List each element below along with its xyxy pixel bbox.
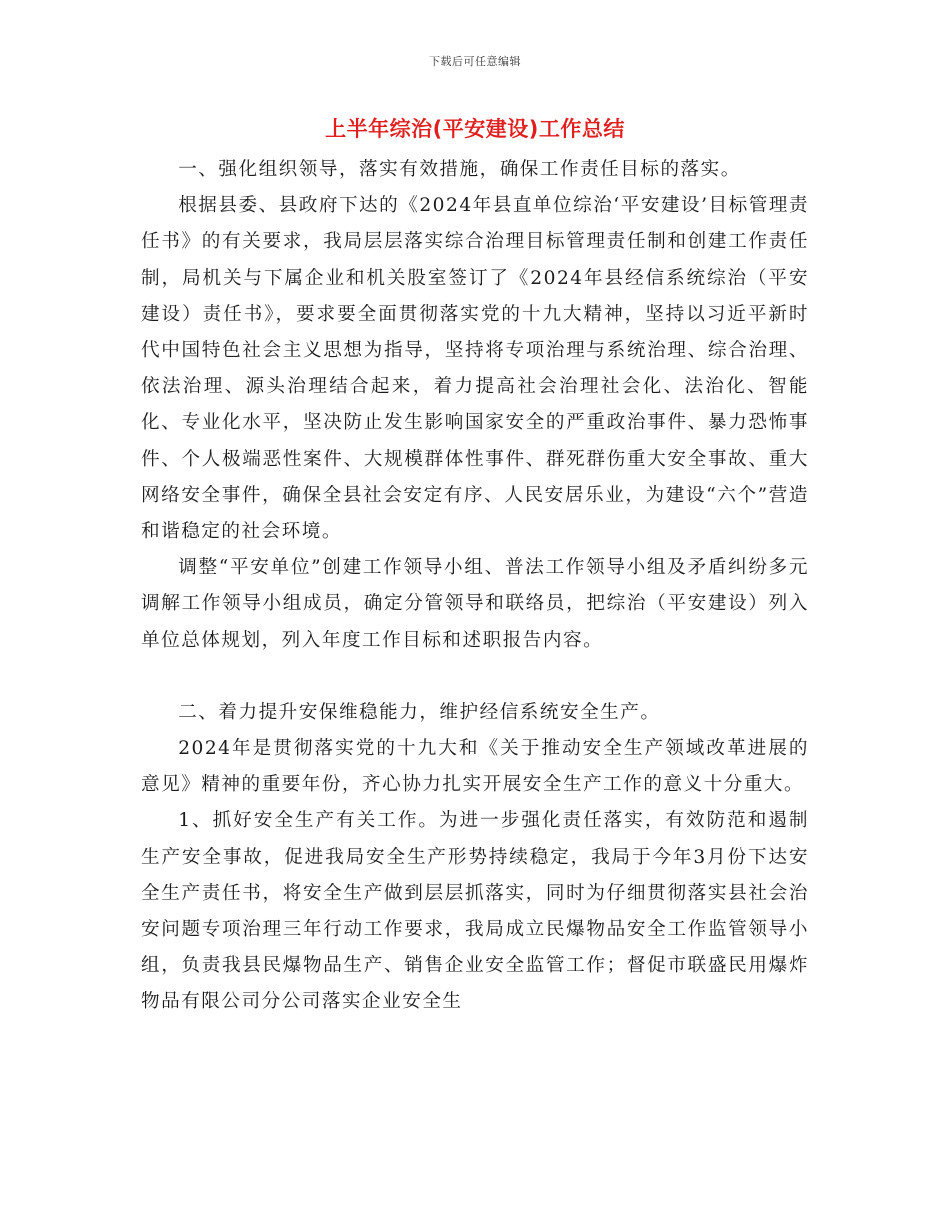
header-note: 下载后可任意编辑: [429, 55, 521, 68]
paragraph: 1、抓好安全生产有关工作。为进一步强化责任落实，有效防范和遏制生产安全事故，促进我局安全生产形势持续稳定，我局于今年3月份下达安全生产责任书，将安全生产做到层层抓落实，同时为仔细贯彻落实县社会治安问题专项治理三年行动工作要求，我局成立民爆物品安全工作监管领导小组，负责我县民爆物品生产、销售企业安全监管工作；督促市联盛民用爆炸物品有限公司分公司落实企业安全生: [141, 810, 809, 1013]
paragraph-spacer: [141, 659, 809, 695]
section-heading-2: 二、着力提升安保维稳能力，维护经信系统安全生产。: [178, 701, 661, 723]
paragraph: 调整“平安单位”创建工作领导小组、普法工作领导小组及矛盾纠纷多元调解工作领导小组成员，确定分管领导和联络员，把综治（平安建设）列入单位总体规划，列入年度工作目标和述职报告内容。: [141, 557, 809, 651]
paragraph: 2024年是贯彻落实党的十九大和《关于推动安全生产领域改革进展的意见》精神的重要年份，齐心协力扎实开展安全生产工作的意义十分重大。: [141, 738, 809, 796]
document-body: [141, 152, 809, 1021]
section-heading-1: 一、强化组织领导，落实有效措施，确保工作责任目标的落实。: [178, 159, 741, 180]
paragraph: 根据县委、县政府下达的《2024年县直单位综治‘平安建设’目标管理责任书》的有关要求，我局层层落实综合治理目标管理责任制和创建工作责任制，局机关与下属企业和机关股室签订了《2024年县经信系统综治（平安建设）责任书》，要求要全面贯彻落实党的十九大精神，坚持以习近平新时代中国特色社会主义思想为指导，坚持将专项治理与系统治理、综合治理、依法治理、源头治理结合起来，着力提高社会治理社会化、法治化、智能化、专业化水平，坚决防止发生影响国家安全的严重政治事件、暴力恐怖事件、个人极端恶性案件、大规模群体性事件、群死群伤重大安全事故、重大网络安全事件，确保全县社会安定有序、人民安居乐业，为建设“六个”营造和谐稳定的社会环境。: [141, 195, 809, 543]
document-title: 上半年综治(平安建设)工作总结: [325, 117, 625, 141]
